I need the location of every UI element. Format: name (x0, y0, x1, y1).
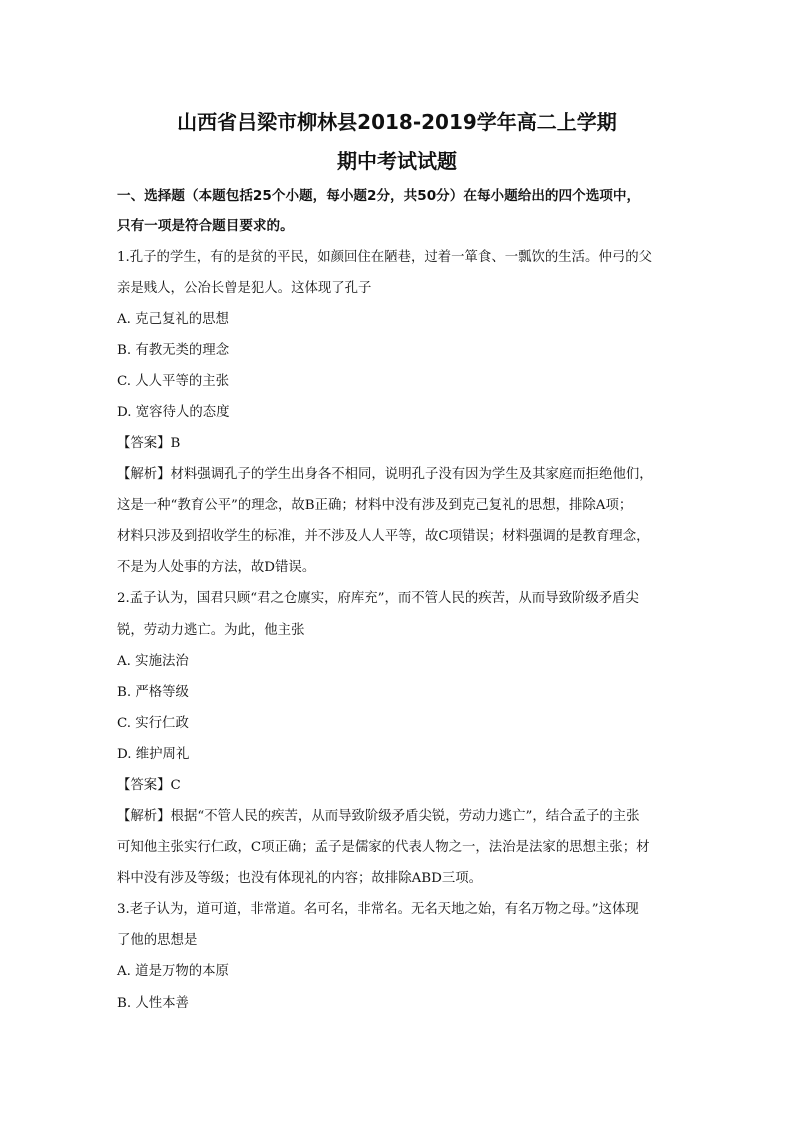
question-1-option-a: A. 克己复礼的思想 (117, 312, 229, 327)
question-2-stem: 2.孟子认为，国君只顾“君之仓廪实，府库充”，而不管人民的疾苦，从而导致阶级矛盾尖 (117, 591, 639, 606)
question-1-stem-cont: 亲是贱人，公冶长曾是犯人。这体现了孔子 (117, 281, 372, 296)
question-3-stem-cont: 了他的思想是 (117, 933, 198, 948)
question-2-analysis: 【解析】根据“不管人民的疾苦，从而导致阶级矛盾尖锐，劳动力逃亡”，结合孟子的主张 (117, 809, 640, 824)
question-1-analysis-2: 这是一种“教育公平”的理念，故B正确；材料中没有涉及到克己复礼的思想，排除A项； (117, 498, 633, 513)
question-2-stem-cont: 锐，劳动力逃亡。为此，他主张 (117, 623, 305, 638)
question-1-analysis: 【解析】材料强调孔子的学生出身各不相同，说明孔子没有因为学生及其家庭而拒绝他们， (117, 467, 653, 482)
question-3-option-b: B. 人性本善 (117, 996, 189, 1011)
document-title: 山西省吕梁市柳林县2018-2019学年高二上学期 (177, 110, 617, 134)
question-1-option-b: B. 有教无类的理念 (117, 343, 230, 358)
question-1-stem: 1.孔子的学生，有的是贫的平民，如颜回住在陋巷，过着一箪食、一瓢饮的生活。仲弓的父 (117, 250, 653, 265)
question-1-option-c: C. 人人平等的主张 (117, 374, 230, 389)
question-2-analysis-3: 料中没有涉及等级；也没有体现礼的内容；故排除ABD三项。 (117, 871, 483, 886)
question-1-analysis-4: 不是为人处事的方法，故D错误。 (117, 560, 316, 575)
question-2-option-a: A. 实施法治 (117, 654, 189, 669)
question-2-option-d: D. 维护周礼 (117, 747, 190, 762)
question-3-option-a: A. 道是万物的本原 (117, 964, 229, 979)
section-heading: 一、选择题（本题包括25个小题，每小题2分，共50分）在每小题给出的四个选项中， (117, 188, 641, 204)
question-2-option-b: B. 严格等级 (117, 685, 189, 700)
question-2-answer: 【答案】C (117, 778, 181, 793)
document-subtitle: 期中考试试题 (337, 149, 457, 173)
question-1-analysis-3: 材料只涉及到招收学生的标准，并不涉及人人平等，故C项错误；材料强调的是教育理念， (117, 529, 650, 544)
question-2-analysis-2: 可知他主张实行仁政，C项正确；孟子是儒家的代表人物之一，法治是法家的思想主张；材 (117, 840, 650, 855)
question-2-option-c: C. 实行仁政 (117, 716, 189, 731)
question-1-answer: 【答案】B (117, 436, 181, 451)
question-3-stem: 3.老子认为，道可道，非常道。名可名，非常名。无名天地之始，有名万物之母。”这体现 (117, 902, 639, 917)
section-heading-cont: 只有一项是符合题目要求的。 (117, 218, 294, 234)
question-1-option-d: D. 宽容待人的态度 (117, 405, 230, 420)
